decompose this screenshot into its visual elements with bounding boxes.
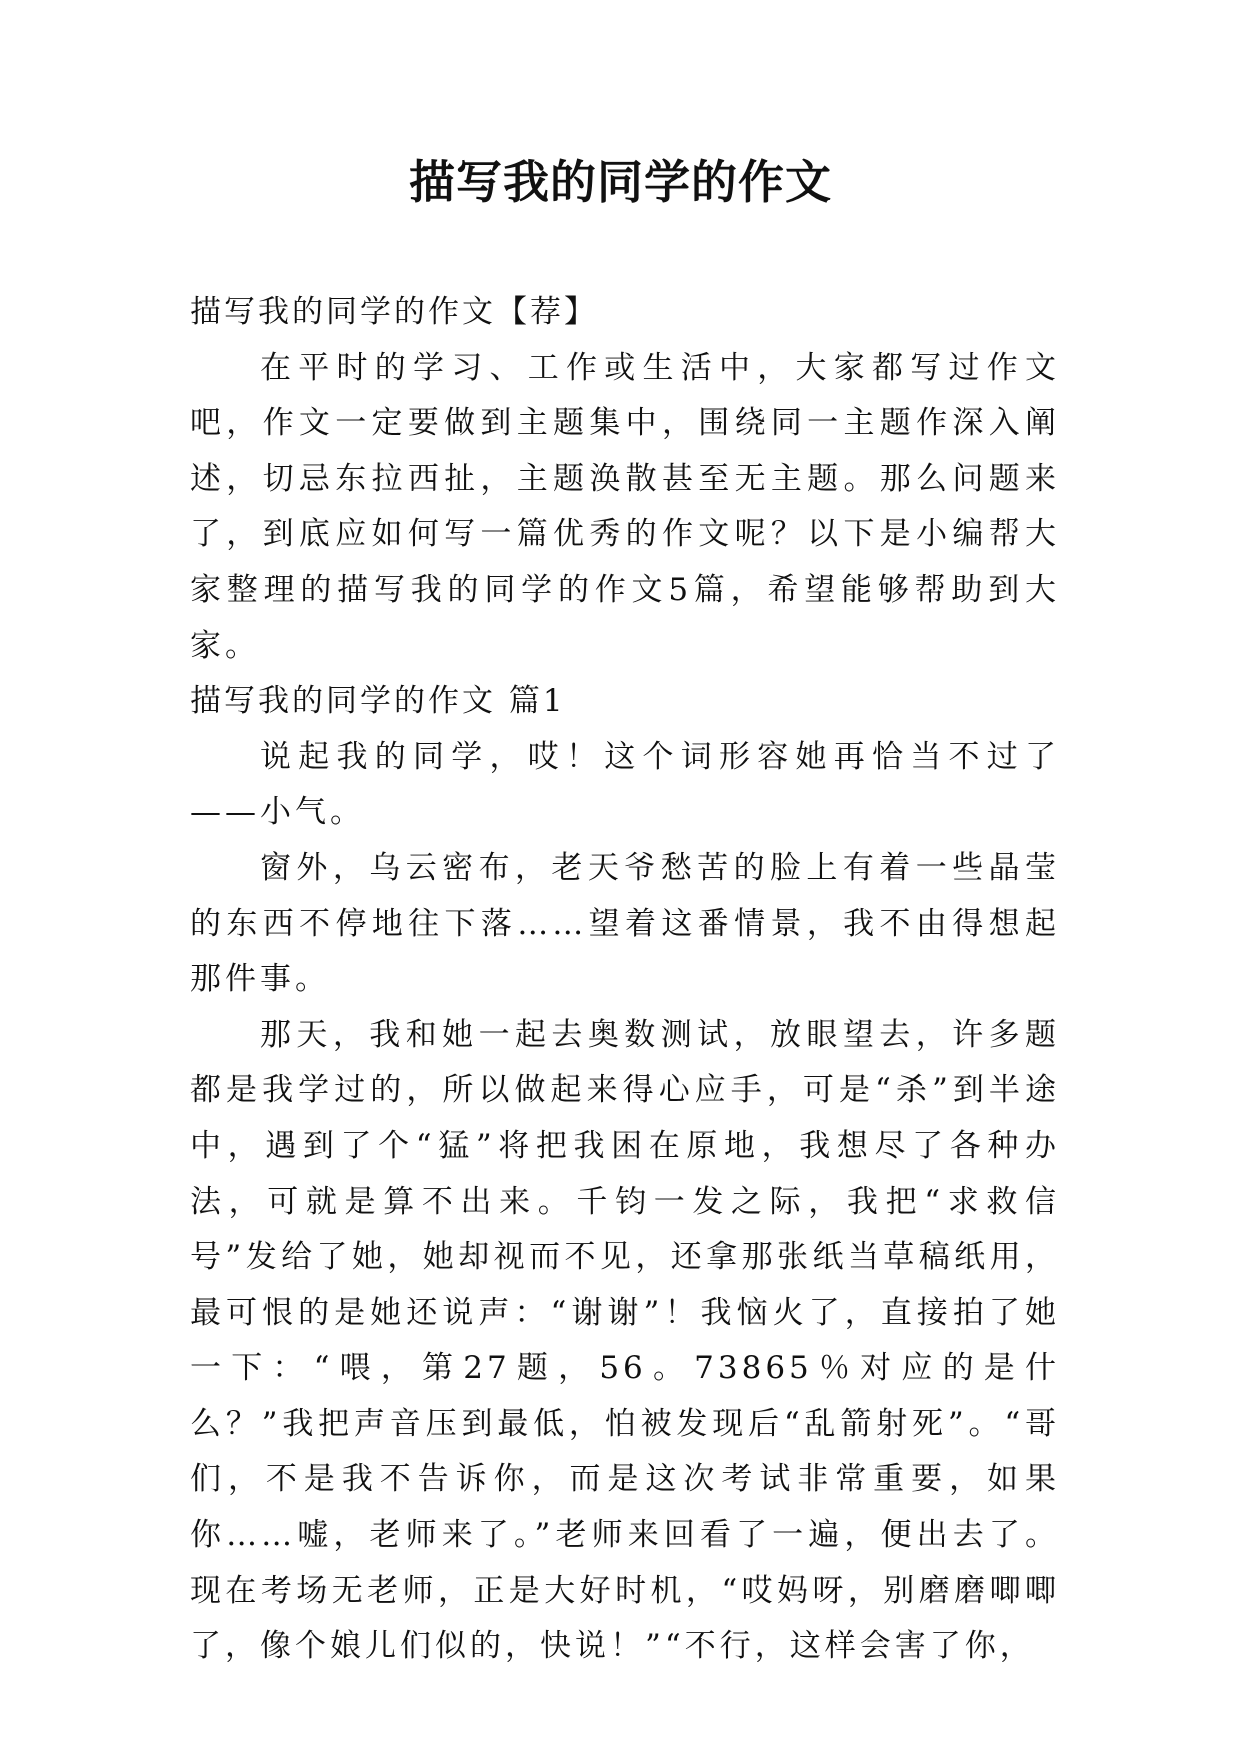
document-body (190, 285, 1060, 1675)
document-title: 描写我的同学的作文 (409, 155, 832, 209)
document-subtitle: 描写我的同学的作文【荐】 (190, 294, 598, 330)
section-heading: 描写我的同学的作文 篇1 (190, 683, 566, 720)
body-paragraph: 说起我的同学，哎！这个词形容她再恰当不过了——小气。 (190, 738, 1060, 831)
body-paragraph: 那天，我和她一起去奥数测试，放眼望去，许多题都是我学过的，所以做起来得心应手，可是“杀”到半途中，遇到了个“猛”将把我困在原地，我想尽了各种办法，可就是算不出来。千钧一发之际，我把“求救信号”发给了她，她却视而不见，还拿那张纸当草稿纸用，最可恨的是她还说声：“谢谢”！我恼火了，直接拍了她一下：“喂，第27题，56。73865％对应的是什么？”我把声音压到最低，怕被发现后“乱箭射死”。“哥们，不是我不告诉你，而是这次考试非常重要，如果你……嘘，老师来了。”老师来回看了一遍，便出去了。现在考场无老师，正是大好时机，“哎妈呀，别磨磨唧唧了，像个娘儿们似的，快说！”“不行，这样会害了你， (190, 1016, 1060, 1665)
body-paragraph: 窗外，乌云密布，老天爷愁苦的脸上有着一些晶莹的东西不停地往下落……望着这番情景，我不由得想起那件事。 (190, 849, 1060, 998)
intro-paragraph: 在平时的学习、工作或生活中，大家都写过作文吧，作文一定要做到主题集中，围绕同一主题作深入阐述，切忌东拉西扯，主题涣散甚至无主题。那么问题来了，到底应如何写一篇优秀的作文呢？以下是小编帮大家整理的描写我的同学的作文5篇，希望能够帮助到大家。 (190, 349, 1060, 664)
